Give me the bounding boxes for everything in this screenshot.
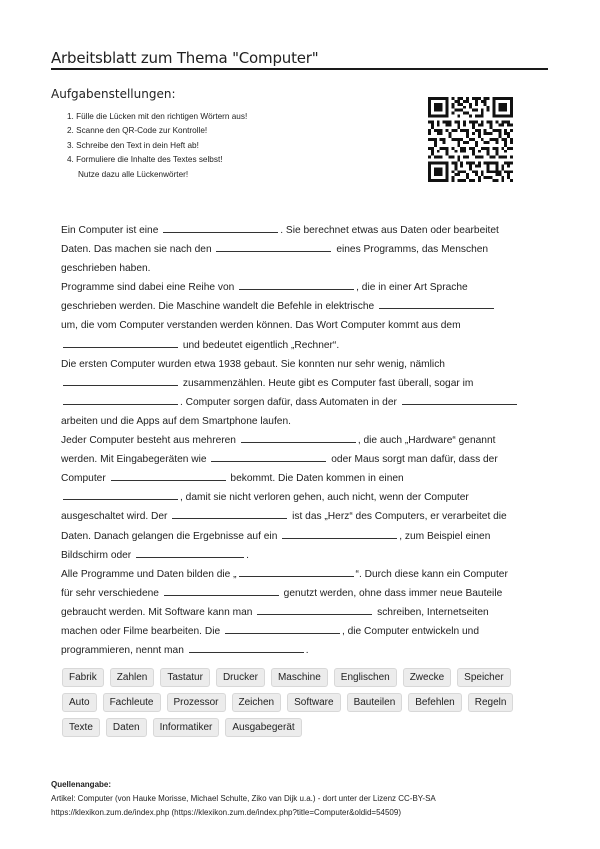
text-segment: Alle Programme und Daten bilden die „ xyxy=(61,568,237,580)
word-chip[interactable]: Tastatur xyxy=(160,668,210,687)
text-segment: Computer xyxy=(61,473,106,485)
word-chip[interactable]: Bauteilen xyxy=(347,693,403,712)
word-chip[interactable]: Auto xyxy=(62,693,97,712)
text-segment: gebraucht werden. Mit Software kann man xyxy=(61,606,253,618)
task-item: Nutze dazu alle Lückenwörter! xyxy=(78,169,189,179)
sources xyxy=(51,778,436,820)
text-segment: Jeder Computer besteht aus mehreren xyxy=(61,435,236,447)
word-chip[interactable]: Informatiker xyxy=(153,718,220,737)
title-divider xyxy=(51,68,548,70)
word-bank-row xyxy=(62,693,542,712)
text-segment: Die ersten Computer wurden etwa 1938 gebaut. Sie konnten nur sehr wenig, nämlich xyxy=(61,358,445,370)
text-line xyxy=(61,412,539,431)
blank-field[interactable] xyxy=(189,651,304,653)
blank-field[interactable] xyxy=(63,384,178,386)
text-line xyxy=(61,355,539,374)
sources-heading: Quellenangabe: xyxy=(51,780,112,789)
text-segment: zusammenzählen. Heute gibt es Computer fast überall, sogar im xyxy=(182,377,474,389)
blank-field[interactable] xyxy=(211,460,326,462)
text-line xyxy=(61,603,539,622)
blank-field[interactable] xyxy=(225,632,340,634)
text-line xyxy=(61,431,539,450)
text-line xyxy=(61,316,539,335)
word-chip[interactable]: Fachleute xyxy=(103,693,161,712)
text-line xyxy=(61,641,539,660)
text-line xyxy=(61,259,539,278)
cloze-text xyxy=(61,221,539,660)
blank-field[interactable] xyxy=(163,231,278,233)
blank-field[interactable] xyxy=(257,613,372,615)
text-line xyxy=(61,240,539,259)
task-item: 4. Formuliere die Inhalte des Textes selbst! xyxy=(67,155,223,165)
word-chip[interactable]: Software xyxy=(287,693,340,712)
text-segment: Daten. Das machen sie nach den xyxy=(61,244,212,256)
word-chip[interactable]: Regeln xyxy=(468,693,514,712)
text-segment: machen oder Filme bearbeiten. Die xyxy=(61,625,221,637)
word-bank-row xyxy=(62,718,542,737)
blank-field[interactable] xyxy=(164,594,279,596)
blank-field[interactable] xyxy=(216,250,331,252)
tasks-heading: Aufgabenstellungen: xyxy=(51,87,176,101)
text-segment: , die Computer entwickeln und xyxy=(341,625,480,637)
blank-field[interactable] xyxy=(241,441,356,443)
word-chip[interactable]: Prozessor xyxy=(167,693,226,712)
text-segment: arbeiten und die Apps auf dem Smartphone laufen. xyxy=(61,415,291,427)
text-line xyxy=(61,297,539,316)
text-line xyxy=(61,546,539,565)
text-segment: . Computer sorgen dafür, dass Automaten in der xyxy=(180,396,397,408)
text-segment: um, die vom Computer verstanden werden können. Das Wort Computer kommt aus dem xyxy=(61,320,461,332)
blank-field[interactable] xyxy=(239,575,354,577)
sources-article: Artikel: Computer (von Hauke Morisse, Michael Schulte, Ziko van Dijk u.a.) - dort unter der Lizenz CC-BY-SA xyxy=(51,794,436,803)
text-segment: Programme sind dabei eine Reihe von xyxy=(61,282,235,294)
text-line xyxy=(61,278,539,297)
text-segment: . xyxy=(305,645,309,657)
qr-code[interactable] xyxy=(427,97,514,182)
text-segment: programmieren, nennt man xyxy=(61,645,184,657)
word-chip[interactable]: Englischen xyxy=(334,668,397,687)
text-segment: geschrieben werden. Die Maschine wandelt die Befehle in elektrische xyxy=(61,301,375,313)
text-segment: , die auch „Hardware“ genannt xyxy=(357,435,496,447)
text-segment: und bedeutet eigentlich „Rechner“. xyxy=(182,339,340,351)
word-chip[interactable]: Zwecke xyxy=(403,668,451,687)
text-segment: Daten. Danach gelangen die Ergebnisse auf ein xyxy=(61,530,278,542)
text-line xyxy=(61,393,539,412)
text-segment: , damit sie nicht verloren gehen, auch nicht, wenn der Computer xyxy=(180,492,469,504)
text-segment: genutzt werden, ohne dass immer neue Bauteile xyxy=(283,587,503,599)
blank-field[interactable] xyxy=(111,479,226,481)
text-segment: werden. Mit Eingabegeräten wie xyxy=(61,454,207,466)
word-bank xyxy=(62,668,542,743)
text-line xyxy=(61,221,539,240)
word-chip[interactable]: Fabrik xyxy=(62,668,104,687)
text-segment: bekommt. Die Daten kommen in einen xyxy=(230,473,404,485)
text-line xyxy=(61,488,539,507)
task-item: 2. Scanne den QR-Code zur Kontrolle! xyxy=(67,126,208,136)
text-segment: eines Programms, das Menschen xyxy=(336,244,489,256)
text-line xyxy=(61,584,539,603)
blank-field[interactable] xyxy=(63,498,178,500)
text-segment: Bildschirm oder xyxy=(61,549,132,561)
blank-field[interactable] xyxy=(172,517,287,519)
sources-link[interactable]: https://klexikon.zum.de/index.php (https://klexikon.zum.de/index.php?title=Computer&oldid=54509) xyxy=(51,808,401,817)
text-segment: . Sie berechnet etwas aus Daten oder bearbeitet xyxy=(280,225,499,236)
blank-field[interactable] xyxy=(282,537,397,539)
text-segment: “. Durch diese kann ein Computer xyxy=(355,568,508,580)
text-line xyxy=(61,565,539,584)
blank-field[interactable] xyxy=(63,346,178,348)
text-line xyxy=(61,374,539,393)
word-chip[interactable]: Zahlen xyxy=(110,668,155,687)
text-segment: geschrieben haben. xyxy=(61,263,151,275)
text-line xyxy=(61,507,539,526)
blank-field[interactable] xyxy=(402,403,517,405)
blank-field[interactable] xyxy=(136,556,244,558)
text-segment: ist das „Herz“ des Computers, er verarbeitet die xyxy=(292,511,507,523)
text-line xyxy=(61,336,539,355)
text-segment: für sehr verschiedene xyxy=(61,587,159,599)
word-chip[interactable]: Speicher xyxy=(457,668,510,687)
task-list xyxy=(67,110,247,182)
text-line xyxy=(61,469,539,488)
text-segment: schreiben, Internetseiten xyxy=(377,606,489,618)
text-segment: ausgeschaltet wird. Der xyxy=(61,511,168,523)
word-bank-row xyxy=(62,668,542,687)
word-chip[interactable]: Zeichen xyxy=(232,693,282,712)
text-segment: , die in einer Art Sprache xyxy=(356,282,468,294)
text-segment: , zum Beispiel einen xyxy=(399,530,491,542)
word-chip[interactable]: Maschine xyxy=(271,668,328,687)
text-segment: . xyxy=(246,549,249,561)
text-segment: oder Maus sorgt man dafür, dass der xyxy=(331,454,498,466)
word-chip[interactable]: Texte xyxy=(62,718,100,737)
word-chip[interactable]: Ausgabegerät xyxy=(225,718,301,737)
text-line xyxy=(61,527,539,546)
word-chip[interactable]: Daten xyxy=(106,718,147,737)
word-chip[interactable]: Drucker xyxy=(216,668,265,687)
text-segment: Ein Computer ist eine xyxy=(61,225,159,236)
word-chip[interactable]: Befehlen xyxy=(408,693,461,712)
blank-field[interactable] xyxy=(63,403,178,405)
task-item: 1. Fülle die Lücken mit den richtigen Wörtern aus! xyxy=(67,112,248,121)
text-line xyxy=(61,450,539,469)
task-item: 3. Schreibe den Text in dein Heft ab! xyxy=(67,140,199,150)
text-line xyxy=(61,622,539,641)
blank-field[interactable] xyxy=(239,288,354,290)
worksheet-title: Arbeitsblatt zum Thema "Computer" xyxy=(51,49,319,67)
blank-field[interactable] xyxy=(379,307,494,309)
